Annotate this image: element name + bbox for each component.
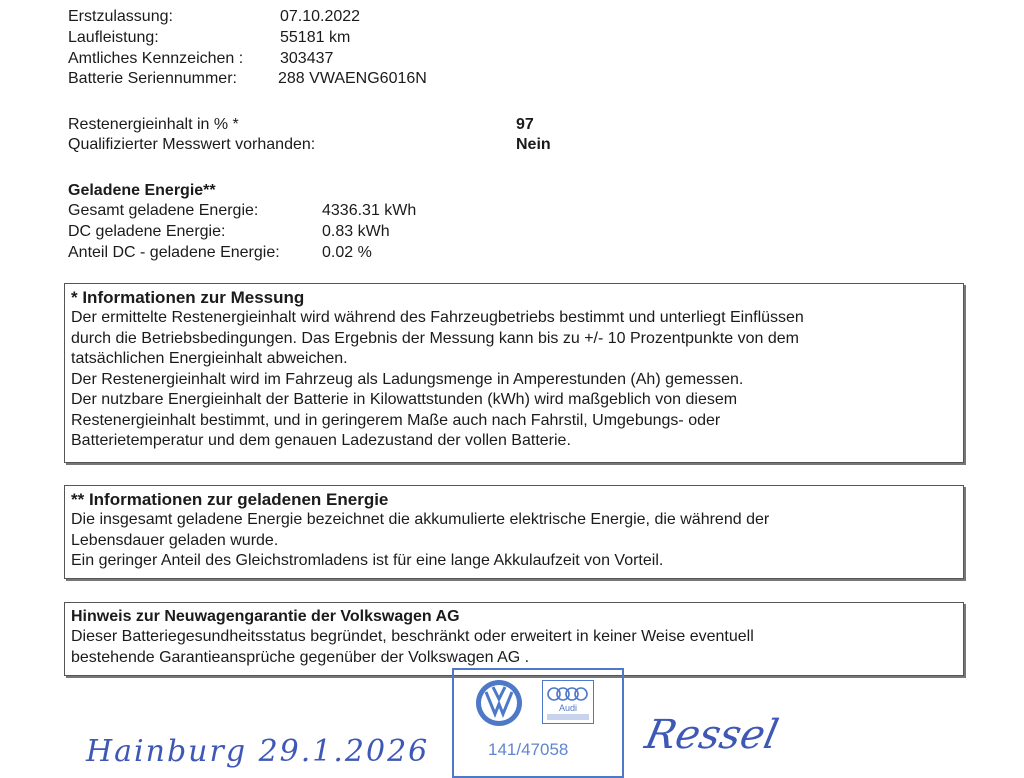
info-energy-title: ** Informationen zur geladenen Energie (71, 490, 389, 509)
audi-rings-icon (544, 685, 592, 703)
signature: Ressel (641, 712, 783, 758)
warranty-note-line: bestehende Garantieansprüche gegenüber der Volkswagen AG . (71, 648, 530, 666)
cut-off-top-row (68, 0, 488, 4)
info-measurement-title: * Informationen zur Messung (71, 288, 305, 307)
warranty-note-title: Hinweis zur Neuwagengarantie der Volkswagen AG (71, 608, 460, 625)
rest-energy-value: 97 (516, 116, 534, 133)
rest-energy-label: Restenergieinhalt in % * (68, 116, 239, 133)
info-energy-line: Ein geringer Anteil des Gleichstromladens ist für eine lange Akkulaufzeit von Vorteil. (71, 552, 664, 569)
info-measurement-line: durch die Betriebsbedingungen. Das Ergebnis der Messung kann bis zu +/- 10 Prozentpunkte von dem (71, 329, 799, 347)
warranty-note-line: Dieser Batteriegesundheitsstatus begründet, beschränkt oder erweitert in keiner Weise eventuell (71, 628, 754, 645)
info-energy-line: Die insgesamt geladene Energie bezeichnet die akkumulierte elektrische Energie, die während der (71, 511, 770, 528)
first-registration-label: Erstzulassung: (68, 8, 173, 25)
warranty-note-box (64, 602, 964, 676)
dc-share-value: 0.02 % (322, 244, 372, 261)
total-energy-value: 4336.31 kWh (322, 202, 417, 219)
plate-value: 303437 (280, 50, 334, 67)
vw-logo-icon (474, 678, 524, 728)
total-energy-label: Gesamt geladene Energie: (68, 202, 259, 219)
audi-text: Audi (558, 703, 577, 713)
info-measurement-line: Der Restenergieinhalt wird im Fahrzeug als Ladungsmenge in Amperestunden (Ah) gemessen. (71, 370, 744, 388)
mileage-label: Laufleistung: (68, 29, 159, 46)
dealer-stamp (452, 668, 624, 778)
place-date-handwriting: Hainburg 29.1.2026 (86, 734, 430, 769)
info-measurement-line: Der nutzbare Energieinhalt der Batterie in Kilowattstunden (kWh) wird maßgeblich von diesem (71, 391, 738, 408)
stamp-number: 141/47058 (488, 740, 569, 759)
qualified-value: Nein (516, 136, 551, 153)
dc-energy-value: 0.83 kWh (322, 223, 390, 240)
audi-logo (542, 680, 594, 724)
battery-serial-value: 288 VWAENG6016N (278, 70, 427, 87)
info-measurement-line: tatsächlichen Energieinhalt abweichen. (71, 350, 348, 367)
dc-share-label: Anteil DC - geladene Energie: (68, 244, 280, 261)
info-energy-line: Lebensdauer geladen wurde. (71, 531, 279, 549)
info-measurement-line: Der ermittelte Restenergieinhalt wird während des Fahrzeugbetriebs bestimmt und unterliegt Einflüssen (71, 309, 804, 326)
plate-label: Amtliches Kennzeichen : (68, 50, 244, 67)
dc-energy-label: DC geladene Energie: (68, 223, 226, 240)
info-measurement-line: Restenergieinhalt bestimmt, und in geringerem Maße auch nach Fahrstil, Umgebungs- oder (71, 411, 721, 429)
qualified-label: Qualifizierter Messwert vorhanden: (68, 136, 316, 153)
audi-band (547, 714, 589, 720)
info-measurement-box (64, 283, 964, 463)
info-energy-box (64, 485, 964, 579)
mileage-value: 55181 km (280, 29, 351, 46)
info-measurement-line: Batterietemperatur und dem genauen Ladezustand der vollen Batterie. (71, 432, 571, 449)
first-registration-value: 07.10.2022 (280, 8, 361, 25)
battery-serial-label: Batterie Seriennummer: (68, 70, 237, 87)
charged-energy-heading: Geladene Energie** (68, 182, 216, 199)
